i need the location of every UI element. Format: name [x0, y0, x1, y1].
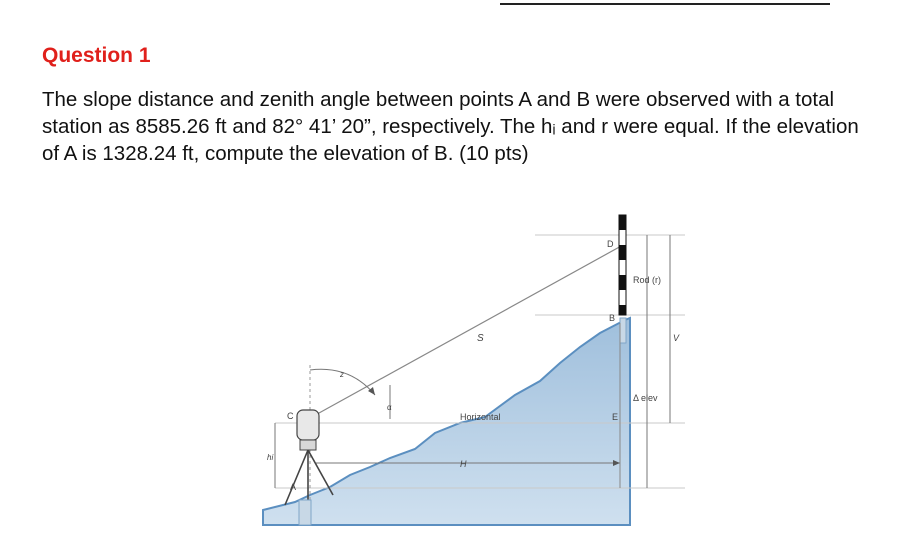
question-text: The slope distance and zenith angle between points A and B were observed with a total station as 8585.26 ft and 82° 41’ 20”, respectively. The hᵢ and r were equal. If the elevation of A is 1328.24 ft, compute the elevation of B. (10 pts): [42, 88, 859, 165]
label-d: D: [607, 239, 614, 249]
label-b: B: [609, 313, 616, 323]
label-c: C: [287, 411, 294, 421]
label-h: H: [460, 459, 467, 469]
label-rod: Rod (r): [633, 275, 662, 285]
survey-diagram: [255, 205, 695, 535]
label-a: A: [290, 482, 297, 492]
label-alpha: α: [387, 403, 392, 412]
label-s: S: [477, 333, 484, 344]
label-hi: hi: [267, 453, 274, 462]
top-rule: [500, 3, 830, 5]
label-v: V: [673, 333, 680, 343]
question-title: Question 1: [42, 44, 151, 67]
label-e: E: [612, 412, 619, 422]
label-horizontal: Horizontal: [460, 412, 501, 422]
label-delta-elev: Δ elev: [633, 393, 658, 403]
label-z: z: [340, 370, 344, 379]
